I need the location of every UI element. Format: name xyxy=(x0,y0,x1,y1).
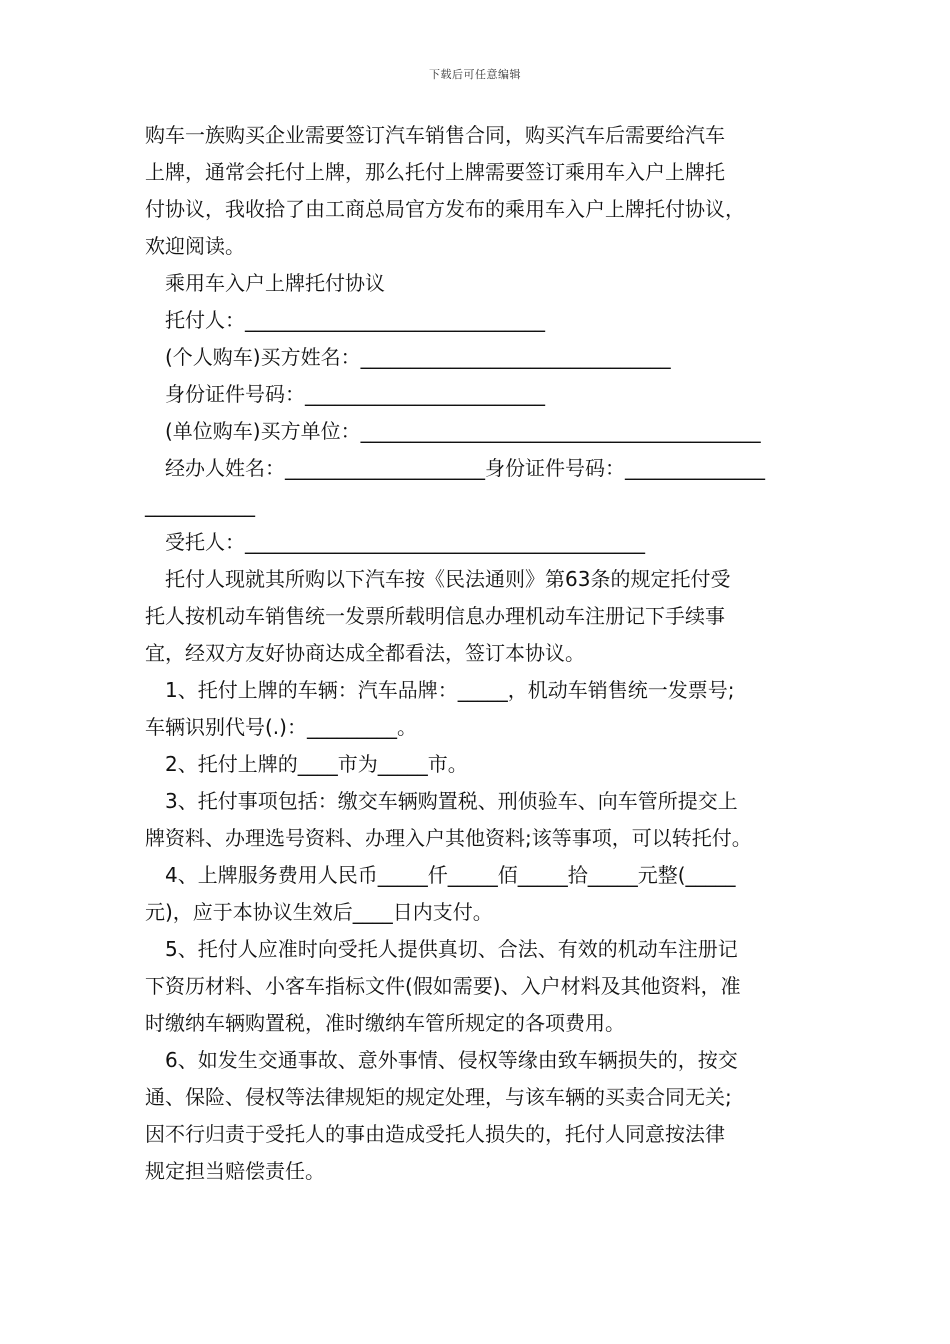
paragraph-line: 车辆识别代号(.)：_________。 xyxy=(145,715,417,739)
intro-line: 上牌，通常会托付上牌，那么托付上牌需要签订乘用车入户上牌托 xyxy=(145,160,725,184)
clause-3 xyxy=(145,783,817,857)
clause-2 xyxy=(145,746,817,783)
preamble-paragraph xyxy=(145,561,817,672)
clause-6 xyxy=(145,1042,817,1190)
document-body xyxy=(145,117,817,1190)
paragraph-line: 牌资料、办理选号资料、办理入户其他资料;该等事项，可以转托付。 xyxy=(145,826,752,850)
paragraph-line: 下资历材料、小客车指标文件(假如需要)、入户材料及其他资料，准 xyxy=(145,974,741,998)
page-header: 下载后可任意编辑 xyxy=(429,68,521,81)
paragraph-line: 宜，经双方友好协商达成全都看法，签订本协议。 xyxy=(145,641,585,665)
field-buyer-unit: (单位购车)买方单位：________________________________________ xyxy=(165,419,761,443)
paragraph-line: 托人按机动车销售统一发票所载明信息办理机动车注册记下手续事 xyxy=(145,604,725,628)
field-principal: 托付人：______________________________ xyxy=(165,308,545,332)
paragraph-line: 通、保险、侵权等法律规矩的规定处理，与该车辆的买卖合同无关; xyxy=(145,1085,732,1109)
paragraph-line: 1、托付上牌的车辆：汽车品牌：_____，机动车销售统一发票号; xyxy=(165,678,735,702)
paragraph-line: 时缴纳车辆购置税，准时缴纳车管所规定的各项费用。 xyxy=(145,1011,625,1035)
paragraph-line: 4、上牌服务费用人民币_____仟_____佰_____拾_____元整(_____ xyxy=(165,863,736,887)
paragraph-line: 规定担当赔偿责任。 xyxy=(145,1159,325,1183)
paragraph-line: 3、托付事项包括：缴交车辆购置税、刑侦验车、向车管所提交上 xyxy=(165,789,738,813)
document-title: 乘用车入户上牌托付协议 xyxy=(165,271,385,295)
paragraph-line: 6、如发生交通事故、意外事情、侵权等缘由致车辆损失的，按交 xyxy=(165,1048,738,1072)
paragraph-line: 5、托付人应准时向受托人提供真切、合法、有效的机动车注册记 xyxy=(165,937,738,961)
clause-5 xyxy=(145,931,817,1042)
clause-1 xyxy=(145,672,817,746)
field-agent-continued: ___________ xyxy=(145,493,255,517)
intro-line: 欢迎阅读。 xyxy=(145,234,245,258)
paragraph-line: 托付人现就其所购以下汽车按《民法通则》第63条的规定托付受 xyxy=(165,567,731,591)
intro-line: 购车一族购买企业需要签订汽车销售合同，购买汽车后需要给汽车 xyxy=(145,123,725,147)
intro-line: 付协议，我收拾了由工商总局官方发布的乘用车入户上牌托付协议， xyxy=(145,197,745,221)
clause-4 xyxy=(145,857,817,931)
paragraph-line: 因不行归责于受托人的事由造成受托人损失的，托付人同意按法律 xyxy=(145,1122,725,1146)
field-id-number: 身份证件号码：________________________ xyxy=(165,382,545,406)
paragraph-line: 2、托付上牌的____市为_____市。 xyxy=(165,752,468,776)
paragraph-line: 元)，应于本协议生效后____日内支付。 xyxy=(145,900,493,924)
field-agent: 经办人姓名：____________________身份证件号码：______________ xyxy=(165,456,765,480)
intro-paragraph xyxy=(145,117,817,265)
field-trustee: 受托人：________________________________________ xyxy=(165,530,645,554)
field-buyer-name: (个人购车)买方姓名：_______________________________ xyxy=(165,345,671,369)
